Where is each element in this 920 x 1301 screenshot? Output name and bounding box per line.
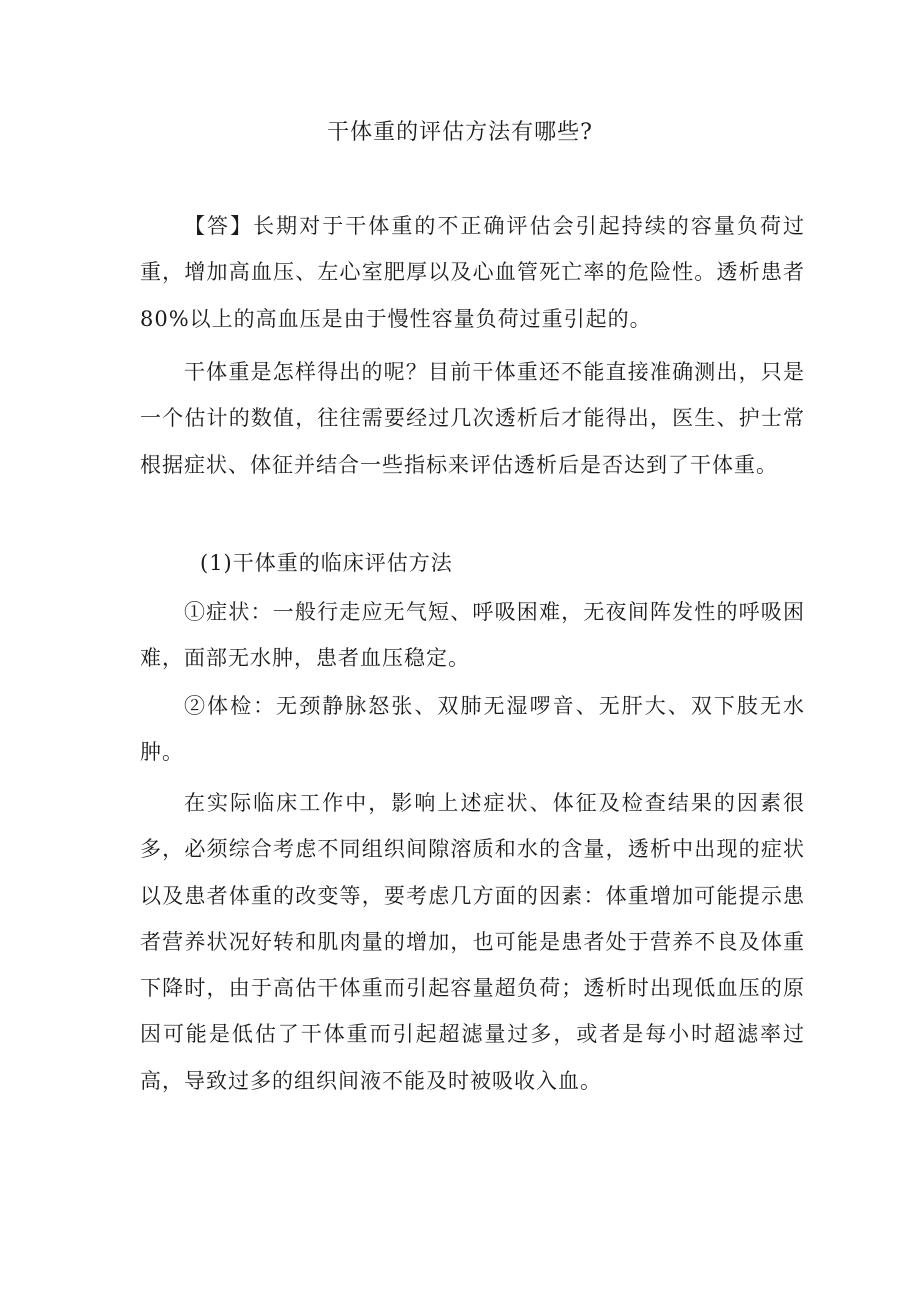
paragraph-answer: 【答】长期对于干体重的不正确评估会引起持续的容量负荷过重，增加高血压、左心室肥厚以及心血管死亡率的危险性。透析患者80%以上的高血压是由于慢性容量负荷过重引起的。 bbox=[140, 214, 805, 331]
paragraph-practice: 在实际临床工作中，影响上述症状、体征及检查结果的因素很多，必须综合考虑不同组织间隙溶质和水的含量，透析中出现的症状以及患者体重的改变等，要考虑几方面的因素：体重增加可能提示患者营养状况好转和肌肉量的增加，也可能是患者处于营养不良及体重下降时，由于高估干体重而引起容量超负荷；透析时出现低血压的原因可能是低估了干体重而引起超滤量过多，或者是每小时超滤率过高，导致过多的组织间液不能及时被吸收入血。 bbox=[140, 791, 805, 1093]
page-title: 干体重的评估方法有哪些? bbox=[327, 120, 593, 145]
paragraph-exam: ②体检：无颈静脉怒张、双肺无湿啰音、无肝大、双下肢无水肿。 bbox=[140, 694, 805, 765]
paragraph-symptoms: ①症状：一般行走应无气短、呼吸困难，无夜间阵发性的呼吸困难，面部无水肿，患者血压稳定。 bbox=[140, 600, 805, 671]
section-heading: (1)干体重的临床评估方法 bbox=[200, 551, 453, 575]
paragraph-how-obtained: 干体重是怎样得出的呢？目前干体重还不能直接准确测出，只是一个估计的数值，往往需要经过几次透析后才能得出，医生、护士常根据症状、体征并结合一些指标来评估透析后是否达到了干体重。 bbox=[140, 360, 805, 477]
